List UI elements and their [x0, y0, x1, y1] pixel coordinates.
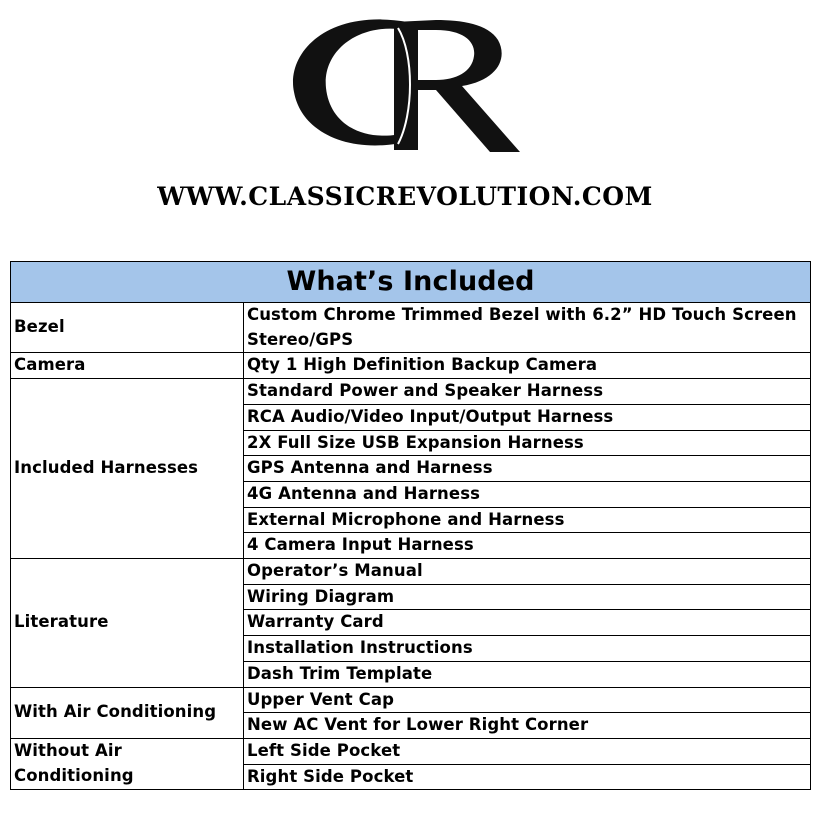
item-cell: 2X Full Size USB Expansion Harness	[244, 430, 811, 456]
item-cell: 4 Camera Input Harness	[244, 533, 811, 559]
item-cell: Operator’s Manual	[244, 559, 811, 585]
website-url: WWW.CLASSICREVOLUTION.COM	[157, 182, 653, 211]
item-cell: GPS Antenna and Harness	[244, 456, 811, 482]
item-cell: Installation Instructions	[244, 636, 811, 662]
category-cell: Included Harnesses	[11, 379, 244, 559]
table-row	[11, 303, 811, 353]
category-cell: With Air Conditioning	[11, 687, 244, 738]
item-cell: Wiring Diagram	[244, 584, 811, 610]
whats-included-table	[10, 261, 811, 790]
item-cell: Qty 1 High Definition Backup Camera	[244, 353, 811, 379]
classic-revolution-logo	[286, 14, 526, 156]
item-cell: Warranty Card	[244, 610, 811, 636]
item-cell: Dash Trim Template	[244, 661, 811, 687]
table-row	[11, 379, 811, 405]
item-cell: New AC Vent for Lower Right Corner	[244, 713, 811, 739]
item-cell: RCA Audio/Video Input/Output Harness	[244, 404, 811, 430]
item-cell: Left Side Pocket	[244, 738, 811, 764]
table-row	[11, 559, 811, 585]
category-cell: Bezel	[11, 303, 244, 353]
item-cell: External Microphone and Harness	[244, 507, 811, 533]
table-row	[11, 738, 811, 764]
item-cell: 4G Antenna and Harness	[244, 481, 811, 507]
table-row	[11, 353, 811, 379]
item-cell: Standard Power and Speaker Harness	[244, 379, 811, 405]
item-cell: Upper Vent Cap	[244, 687, 811, 713]
table-title: What’s Included	[11, 262, 811, 303]
table-row	[11, 687, 811, 713]
category-cell: Camera	[11, 353, 244, 379]
category-cell: Without Air Conditioning	[11, 738, 244, 789]
item-cell: Right Side Pocket	[244, 764, 811, 790]
item-cell: Custom Chrome Trimmed Bezel with 6.2” HD Touch Screen Stereo/GPS	[244, 303, 811, 353]
table-title-row	[11, 262, 811, 303]
category-cell: Literature	[11, 559, 244, 688]
